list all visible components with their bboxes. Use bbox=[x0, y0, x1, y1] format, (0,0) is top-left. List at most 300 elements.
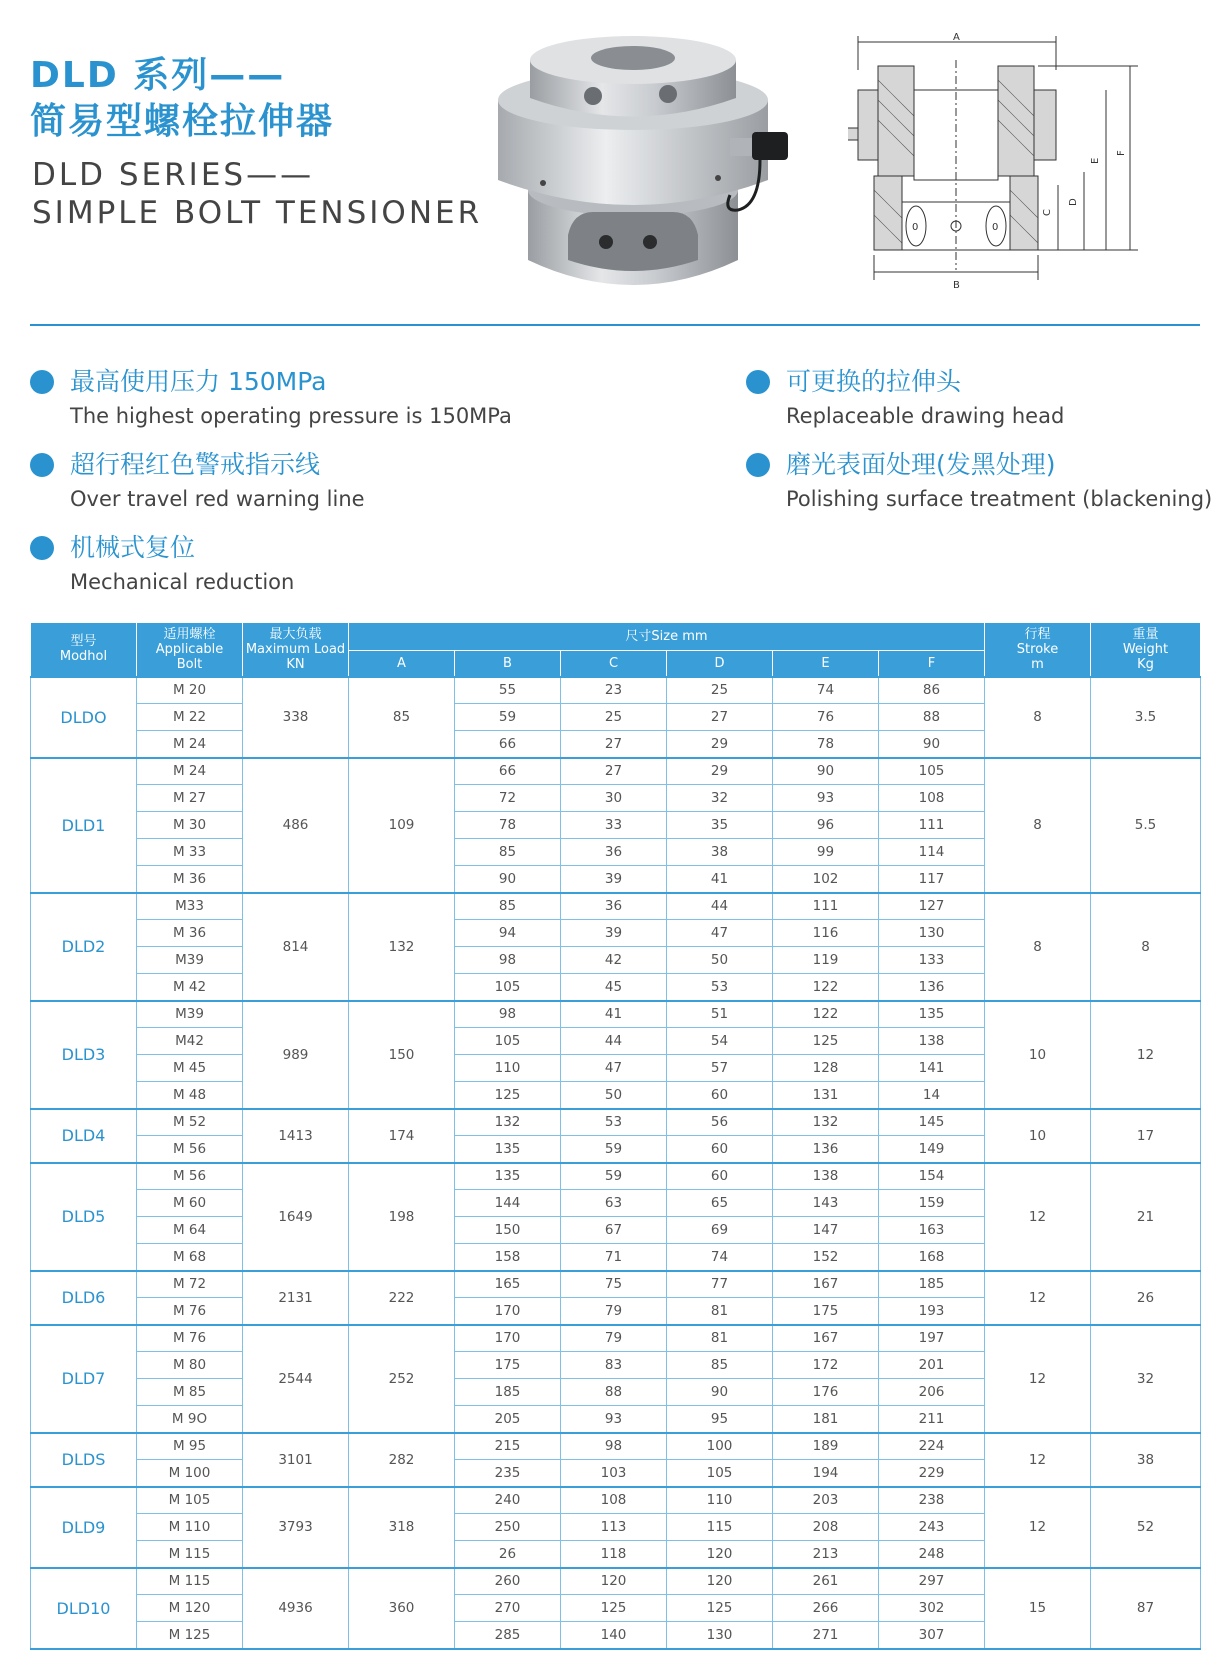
cell-b: 90 bbox=[455, 866, 561, 893]
header-col-b: B bbox=[455, 651, 561, 677]
cell-d: 50 bbox=[667, 947, 773, 974]
cell-stroke: 8 bbox=[985, 758, 1091, 893]
cell-a: 198 bbox=[349, 1163, 455, 1271]
cell-b: 150 bbox=[455, 1217, 561, 1244]
cell-d: 69 bbox=[667, 1217, 773, 1244]
cell-c: 27 bbox=[561, 731, 667, 758]
section-divider bbox=[30, 324, 1200, 326]
cell-c: 59 bbox=[561, 1136, 667, 1163]
cell-b: 66 bbox=[455, 758, 561, 785]
cell-d: 90 bbox=[667, 1379, 773, 1406]
cell-e: 99 bbox=[773, 839, 879, 866]
cell-f: 108 bbox=[879, 785, 985, 812]
cell-f: 224 bbox=[879, 1433, 985, 1460]
cell-load: 1413 bbox=[243, 1109, 349, 1163]
feature-cn: 最高使用压力 150MPa bbox=[70, 367, 327, 396]
cell-b: 165 bbox=[455, 1271, 561, 1298]
cell-c: 45 bbox=[561, 974, 667, 1001]
cell-c: 93 bbox=[561, 1406, 667, 1433]
cell-stroke: 12 bbox=[985, 1433, 1091, 1487]
cell-model: DLD2 bbox=[31, 893, 137, 1001]
feature-cn: 可更换的拉伸头 bbox=[786, 367, 962, 396]
dim-label-b: B bbox=[953, 280, 960, 291]
page-title-cn-line2: 简易型螺栓拉伸器 bbox=[30, 101, 335, 142]
cell-e: 176 bbox=[773, 1379, 879, 1406]
cell-c: 79 bbox=[561, 1325, 667, 1352]
cell-c: 50 bbox=[561, 1082, 667, 1109]
cell-b: 135 bbox=[455, 1163, 561, 1190]
cell-c: 120 bbox=[561, 1568, 667, 1595]
cell-a: 282 bbox=[349, 1433, 455, 1487]
cell-e: 143 bbox=[773, 1190, 879, 1217]
cell-model: DLDO bbox=[31, 677, 137, 758]
cell-c: 59 bbox=[561, 1163, 667, 1190]
cell-e: 74 bbox=[773, 677, 879, 704]
cell-e: 78 bbox=[773, 731, 879, 758]
cell-stroke: 15 bbox=[985, 1568, 1091, 1649]
cell-f: 135 bbox=[879, 1001, 985, 1028]
cell-bolt: M 76 bbox=[137, 1325, 243, 1352]
cell-d: 120 bbox=[667, 1541, 773, 1568]
cell-d: 130 bbox=[667, 1622, 773, 1649]
cell-e: 152 bbox=[773, 1244, 879, 1271]
cell-e: 136 bbox=[773, 1136, 879, 1163]
cell-c: 39 bbox=[561, 920, 667, 947]
cell-b: 260 bbox=[455, 1568, 561, 1595]
cell-e: 119 bbox=[773, 947, 879, 974]
cell-f: 111 bbox=[879, 812, 985, 839]
window-label-left: 0 bbox=[912, 222, 919, 233]
cell-weight: 17 bbox=[1091, 1109, 1201, 1163]
feature-en: Mechanical reduction bbox=[70, 570, 295, 594]
cell-d: 54 bbox=[667, 1028, 773, 1055]
cell-d: 44 bbox=[667, 893, 773, 920]
cell-e: 122 bbox=[773, 1001, 879, 1028]
header-bolt: 适用螺栓 Applicable Bolt bbox=[137, 623, 243, 677]
cell-bolt: M39 bbox=[137, 947, 243, 974]
cell-stroke: 8 bbox=[985, 677, 1091, 758]
cell-model: DLD3 bbox=[31, 1001, 137, 1109]
cell-e: 90 bbox=[773, 758, 879, 785]
cell-e: 132 bbox=[773, 1109, 879, 1136]
cell-a: 109 bbox=[349, 758, 455, 893]
cell-d: 60 bbox=[667, 1136, 773, 1163]
cell-stroke: 10 bbox=[985, 1001, 1091, 1109]
cell-model: DLDS bbox=[31, 1433, 137, 1487]
cell-b: 235 bbox=[455, 1460, 561, 1487]
cell-bolt: M 76 bbox=[137, 1298, 243, 1325]
cell-d: 95 bbox=[667, 1406, 773, 1433]
cell-model: DLD1 bbox=[31, 758, 137, 893]
cell-bolt: M39 bbox=[137, 1001, 243, 1028]
cell-b: 85 bbox=[455, 893, 561, 920]
cell-c: 63 bbox=[561, 1190, 667, 1217]
cell-c: 79 bbox=[561, 1298, 667, 1325]
cell-bolt: M 42 bbox=[137, 974, 243, 1001]
cell-weight: 26 bbox=[1091, 1271, 1201, 1325]
cell-b: 215 bbox=[455, 1433, 561, 1460]
cell-f: 145 bbox=[879, 1109, 985, 1136]
cell-bolt: M 27 bbox=[137, 785, 243, 812]
cell-b: 55 bbox=[455, 677, 561, 704]
feature-en: Replaceable drawing head bbox=[786, 404, 1065, 428]
table-row bbox=[31, 1109, 1201, 1136]
cell-d: 47 bbox=[667, 920, 773, 947]
technical-drawing bbox=[848, 30, 1208, 298]
cell-bolt: M33 bbox=[137, 893, 243, 920]
cell-d: 29 bbox=[667, 731, 773, 758]
cell-bolt: M 60 bbox=[137, 1190, 243, 1217]
table-row bbox=[31, 893, 1201, 920]
cell-c: 103 bbox=[561, 1460, 667, 1487]
cell-b: 158 bbox=[455, 1244, 561, 1271]
cell-d: 77 bbox=[667, 1271, 773, 1298]
cell-bolt: M 20 bbox=[137, 677, 243, 704]
cell-c: 71 bbox=[561, 1244, 667, 1271]
cell-f: 138 bbox=[879, 1028, 985, 1055]
cell-load: 486 bbox=[243, 758, 349, 893]
cell-load: 1649 bbox=[243, 1163, 349, 1271]
cell-bolt: M 68 bbox=[137, 1244, 243, 1271]
dim-label-a: A bbox=[953, 32, 960, 43]
cell-c: 98 bbox=[561, 1433, 667, 1460]
cell-c: 75 bbox=[561, 1271, 667, 1298]
cell-load: 338 bbox=[243, 677, 349, 758]
header-col-a: A bbox=[349, 651, 455, 677]
cell-f: 130 bbox=[879, 920, 985, 947]
cell-f: 302 bbox=[879, 1595, 985, 1622]
cell-e: 208 bbox=[773, 1514, 879, 1541]
cell-f: 168 bbox=[879, 1244, 985, 1271]
cell-f: 105 bbox=[879, 758, 985, 785]
cell-model: DLD5 bbox=[31, 1163, 137, 1271]
cell-c: 33 bbox=[561, 812, 667, 839]
cell-e: 93 bbox=[773, 785, 879, 812]
spec-table bbox=[30, 622, 1201, 1650]
cell-c: 108 bbox=[561, 1487, 667, 1514]
cell-c: 125 bbox=[561, 1595, 667, 1622]
cell-e: 102 bbox=[773, 866, 879, 893]
feature-en: Over travel red warning line bbox=[70, 487, 365, 511]
cell-bolt: M 125 bbox=[137, 1622, 243, 1649]
cell-d: 60 bbox=[667, 1163, 773, 1190]
dim-label-c: C bbox=[1042, 209, 1053, 216]
cell-b: 66 bbox=[455, 731, 561, 758]
cell-f: 14 bbox=[879, 1082, 985, 1109]
cell-e: 76 bbox=[773, 704, 879, 731]
cell-f: 127 bbox=[879, 893, 985, 920]
cell-bolt: M 30 bbox=[137, 812, 243, 839]
cell-d: 85 bbox=[667, 1352, 773, 1379]
cell-c: 39 bbox=[561, 866, 667, 893]
header-model: 型号 Modhol bbox=[31, 623, 137, 677]
cell-b: 98 bbox=[455, 1001, 561, 1028]
cell-d: 115 bbox=[667, 1514, 773, 1541]
cell-d: 81 bbox=[667, 1325, 773, 1352]
cell-f: 90 bbox=[879, 731, 985, 758]
feature-en: The highest operating pressure is 150MPa bbox=[70, 404, 512, 428]
cell-b: 144 bbox=[455, 1190, 561, 1217]
cell-f: 201 bbox=[879, 1352, 985, 1379]
cell-b: 170 bbox=[455, 1298, 561, 1325]
cell-c: 42 bbox=[561, 947, 667, 974]
cell-f: 154 bbox=[879, 1163, 985, 1190]
feature-cn: 机械式复位 bbox=[70, 533, 196, 562]
cell-d: 105 bbox=[667, 1460, 773, 1487]
cell-c: 53 bbox=[561, 1109, 667, 1136]
table-row bbox=[31, 677, 1201, 704]
header-stroke: 行程 Stroke m bbox=[985, 623, 1091, 677]
cell-f: 88 bbox=[879, 704, 985, 731]
header-col-e: E bbox=[773, 651, 879, 677]
cell-bolt: M 36 bbox=[137, 920, 243, 947]
cell-c: 83 bbox=[561, 1352, 667, 1379]
cell-bolt: M 36 bbox=[137, 866, 243, 893]
cell-e: 189 bbox=[773, 1433, 879, 1460]
cell-e: 167 bbox=[773, 1325, 879, 1352]
cell-d: 35 bbox=[667, 812, 773, 839]
cell-e: 266 bbox=[773, 1595, 879, 1622]
bullet-icon bbox=[30, 370, 54, 394]
cell-b: 240 bbox=[455, 1487, 561, 1514]
cell-d: 100 bbox=[667, 1433, 773, 1460]
cell-e: 138 bbox=[773, 1163, 879, 1190]
cell-weight: 5.5 bbox=[1091, 758, 1201, 893]
cell-c: 140 bbox=[561, 1622, 667, 1649]
table-row bbox=[31, 1271, 1201, 1298]
cell-e: 213 bbox=[773, 1541, 879, 1568]
cell-d: 32 bbox=[667, 785, 773, 812]
cell-e: 96 bbox=[773, 812, 879, 839]
cell-stroke: 12 bbox=[985, 1487, 1091, 1568]
cell-c: 36 bbox=[561, 839, 667, 866]
cell-d: 57 bbox=[667, 1055, 773, 1082]
header-col-c: C bbox=[561, 651, 667, 677]
cell-c: 47 bbox=[561, 1055, 667, 1082]
cell-f: 149 bbox=[879, 1136, 985, 1163]
cell-b: 250 bbox=[455, 1514, 561, 1541]
cell-c: 113 bbox=[561, 1514, 667, 1541]
cell-bolt: M 105 bbox=[137, 1487, 243, 1514]
cell-bolt: M 9O bbox=[137, 1406, 243, 1433]
cell-bolt: M 120 bbox=[137, 1595, 243, 1622]
cell-model: DLD6 bbox=[31, 1271, 137, 1325]
header-col-f: F bbox=[879, 651, 985, 677]
cell-c: 25 bbox=[561, 704, 667, 731]
cell-f: 248 bbox=[879, 1541, 985, 1568]
cell-b: 105 bbox=[455, 974, 561, 1001]
cell-stroke: 12 bbox=[985, 1163, 1091, 1271]
cell-load: 814 bbox=[243, 893, 349, 1001]
cell-f: 185 bbox=[879, 1271, 985, 1298]
cell-bolt: M 48 bbox=[137, 1082, 243, 1109]
cell-model: DLD7 bbox=[31, 1325, 137, 1433]
table-row bbox=[31, 758, 1201, 785]
cell-b: 185 bbox=[455, 1379, 561, 1406]
cell-f: 133 bbox=[879, 947, 985, 974]
cell-e: 203 bbox=[773, 1487, 879, 1514]
cell-b: 125 bbox=[455, 1082, 561, 1109]
cell-c: 27 bbox=[561, 758, 667, 785]
cell-e: 194 bbox=[773, 1460, 879, 1487]
cell-f: 114 bbox=[879, 839, 985, 866]
cell-e: 271 bbox=[773, 1622, 879, 1649]
cell-bolt: M42 bbox=[137, 1028, 243, 1055]
cell-a: 132 bbox=[349, 893, 455, 1001]
cell-b: 85 bbox=[455, 839, 561, 866]
feature-en: Polishing surface treatment (blackening) bbox=[786, 487, 1213, 511]
window-label-right: 0 bbox=[992, 222, 999, 233]
cell-bolt: M 80 bbox=[137, 1352, 243, 1379]
cell-f: 86 bbox=[879, 677, 985, 704]
cell-d: 110 bbox=[667, 1487, 773, 1514]
cell-c: 30 bbox=[561, 785, 667, 812]
cell-f: 307 bbox=[879, 1622, 985, 1649]
cell-stroke: 8 bbox=[985, 893, 1091, 1001]
cell-b: 132 bbox=[455, 1109, 561, 1136]
table-row bbox=[31, 1325, 1201, 1352]
feature-cn: 磨光表面处理(发黑处理) bbox=[786, 450, 1056, 479]
cell-bolt: M 72 bbox=[137, 1271, 243, 1298]
cell-e: 125 bbox=[773, 1028, 879, 1055]
cell-d: 53 bbox=[667, 974, 773, 1001]
cell-bolt: M 115 bbox=[137, 1568, 243, 1595]
header-col-d: D bbox=[667, 651, 773, 677]
cell-c: 67 bbox=[561, 1217, 667, 1244]
cell-b: 175 bbox=[455, 1352, 561, 1379]
cell-stroke: 10 bbox=[985, 1109, 1091, 1163]
cell-a: 360 bbox=[349, 1568, 455, 1649]
table-row bbox=[31, 1487, 1201, 1514]
cell-b: 170 bbox=[455, 1325, 561, 1352]
cell-bolt: M 115 bbox=[137, 1541, 243, 1568]
cell-d: 25 bbox=[667, 677, 773, 704]
bullet-icon bbox=[746, 370, 770, 394]
page-title-en-line2: SIMPLE BOLT TENSIONER bbox=[32, 195, 483, 231]
cell-f: 136 bbox=[879, 974, 985, 1001]
cell-e: 181 bbox=[773, 1406, 879, 1433]
cell-e: 172 bbox=[773, 1352, 879, 1379]
cell-bolt: M 56 bbox=[137, 1136, 243, 1163]
cell-c: 36 bbox=[561, 893, 667, 920]
cell-weight: 52 bbox=[1091, 1487, 1201, 1568]
cell-b: 110 bbox=[455, 1055, 561, 1082]
cell-model: DLD10 bbox=[31, 1568, 137, 1649]
cell-bolt: M 95 bbox=[137, 1433, 243, 1460]
bullet-icon bbox=[30, 453, 54, 477]
cell-e: 147 bbox=[773, 1217, 879, 1244]
cell-a: 252 bbox=[349, 1325, 455, 1433]
cell-weight: 21 bbox=[1091, 1163, 1201, 1271]
cell-b: 94 bbox=[455, 920, 561, 947]
cell-stroke: 12 bbox=[985, 1271, 1091, 1325]
cell-d: 56 bbox=[667, 1109, 773, 1136]
cell-b: 78 bbox=[455, 812, 561, 839]
cell-a: 318 bbox=[349, 1487, 455, 1568]
cell-load: 2131 bbox=[243, 1271, 349, 1325]
cell-f: 238 bbox=[879, 1487, 985, 1514]
cell-b: 135 bbox=[455, 1136, 561, 1163]
cell-c: 88 bbox=[561, 1379, 667, 1406]
cell-e: 175 bbox=[773, 1298, 879, 1325]
header-weight: 重量 Weight Kg bbox=[1091, 623, 1201, 677]
cell-bolt: M 110 bbox=[137, 1514, 243, 1541]
cell-model: DLD4 bbox=[31, 1109, 137, 1163]
cell-load: 4936 bbox=[243, 1568, 349, 1649]
cell-weight: 32 bbox=[1091, 1325, 1201, 1433]
cell-a: 150 bbox=[349, 1001, 455, 1109]
cell-c: 118 bbox=[561, 1541, 667, 1568]
cell-model: DLD9 bbox=[31, 1487, 137, 1568]
cell-load: 3793 bbox=[243, 1487, 349, 1568]
cell-e: 116 bbox=[773, 920, 879, 947]
cell-b: 105 bbox=[455, 1028, 561, 1055]
cell-weight: 3.5 bbox=[1091, 677, 1201, 758]
table-row bbox=[31, 1001, 1201, 1028]
cell-load: 2544 bbox=[243, 1325, 349, 1433]
cell-d: 41 bbox=[667, 866, 773, 893]
cell-b: 59 bbox=[455, 704, 561, 731]
cell-bolt: M 24 bbox=[137, 758, 243, 785]
dim-label-d: D bbox=[1068, 198, 1079, 206]
cell-e: 167 bbox=[773, 1271, 879, 1298]
cell-b: 205 bbox=[455, 1406, 561, 1433]
cell-d: 74 bbox=[667, 1244, 773, 1271]
cell-b: 98 bbox=[455, 947, 561, 974]
cell-f: 159 bbox=[879, 1190, 985, 1217]
cell-d: 60 bbox=[667, 1082, 773, 1109]
cell-d: 29 bbox=[667, 758, 773, 785]
page-title-en-line1: DLD SERIES—— bbox=[32, 157, 315, 193]
bullet-icon bbox=[746, 453, 770, 477]
cell-a: 85 bbox=[349, 677, 455, 758]
cell-c: 44 bbox=[561, 1028, 667, 1055]
cell-d: 125 bbox=[667, 1595, 773, 1622]
cell-bolt: M 85 bbox=[137, 1379, 243, 1406]
cell-f: 163 bbox=[879, 1217, 985, 1244]
cell-a: 222 bbox=[349, 1271, 455, 1325]
cell-b: 26 bbox=[455, 1541, 561, 1568]
cell-e: 111 bbox=[773, 893, 879, 920]
cell-f: 197 bbox=[879, 1325, 985, 1352]
cell-bolt: M 52 bbox=[137, 1109, 243, 1136]
cell-e: 261 bbox=[773, 1568, 879, 1595]
bullet-icon bbox=[30, 536, 54, 560]
cell-f: 211 bbox=[879, 1406, 985, 1433]
cell-f: 229 bbox=[879, 1460, 985, 1487]
cell-d: 38 bbox=[667, 839, 773, 866]
cell-stroke: 12 bbox=[985, 1325, 1091, 1433]
cell-d: 51 bbox=[667, 1001, 773, 1028]
cell-b: 72 bbox=[455, 785, 561, 812]
cell-b: 270 bbox=[455, 1595, 561, 1622]
cell-f: 193 bbox=[879, 1298, 985, 1325]
cell-bolt: M 33 bbox=[137, 839, 243, 866]
cell-bolt: M 56 bbox=[137, 1163, 243, 1190]
table-row bbox=[31, 1163, 1201, 1190]
feature-cn: 超行程红色警戒指示线 bbox=[70, 450, 321, 479]
cell-e: 122 bbox=[773, 974, 879, 1001]
cell-a: 174 bbox=[349, 1109, 455, 1163]
cell-weight: 87 bbox=[1091, 1568, 1201, 1649]
cell-f: 243 bbox=[879, 1514, 985, 1541]
dim-label-e: E bbox=[1090, 157, 1101, 164]
cell-bolt: M 45 bbox=[137, 1055, 243, 1082]
cell-weight: 38 bbox=[1091, 1433, 1201, 1487]
product-photo bbox=[498, 20, 798, 296]
cell-f: 117 bbox=[879, 866, 985, 893]
cell-d: 81 bbox=[667, 1298, 773, 1325]
